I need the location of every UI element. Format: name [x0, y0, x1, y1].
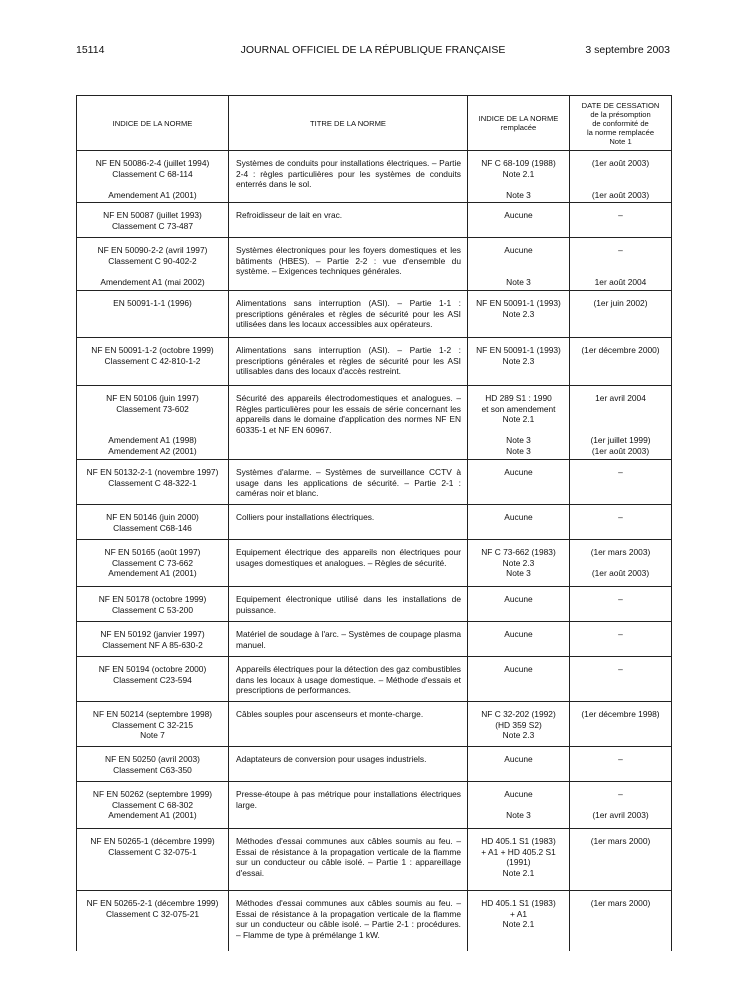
- table-row: [77, 151, 672, 203]
- cell-titre: Equipement électrique des appareils non électriques pour usages domestiques et analogues. – Règles de sécurité.: [229, 540, 468, 587]
- cell-remplacee: Aucune Note 3: [468, 782, 570, 829]
- cell-indice: NF EN 50192 (janvier 1997) Classement NF A 85-630-2: [77, 622, 229, 657]
- cell-remplacee: NF C 68-109 (1988) Note 2.1 Note 3: [468, 151, 570, 203]
- cell-titre: Alimentations sans interruption (ASI). – Partie 1-2 : prescriptions générales et règles de sécurité pour les ASI utilisables dans des locaux d'accès restreint.: [229, 338, 468, 386]
- table-row: [77, 505, 672, 540]
- cell-remplacee: Aucune: [468, 203, 570, 238]
- publication-date: 3 septembre 2003: [585, 44, 670, 56]
- cell-remplacee: NF C 73-662 (1983) Note 2.3 Note 3: [468, 540, 570, 587]
- cell-date-cessation: (1er juin 2002): [570, 291, 672, 338]
- table-row: [77, 238, 672, 291]
- cell-date-cessation: –: [570, 203, 672, 238]
- column-header-indice: INDICE DE LA NORME: [77, 96, 229, 151]
- cell-date-cessation: –: [570, 622, 672, 657]
- cell-indice: NF EN 50165 (août 1997) Classement C 73-662 Amendement A1 (2001): [77, 540, 229, 587]
- cell-date-cessation: –: [570, 747, 672, 782]
- cell-date-cessation: – (1er avril 2003): [570, 782, 672, 829]
- table-row: [77, 338, 672, 386]
- cell-indice: NF EN 50091-1-2 (octobre 1999) Classement C 42-810-1-2: [77, 338, 229, 386]
- cell-titre: Colliers pour installations électriques.: [229, 505, 468, 540]
- cell-remplacee: Aucune: [468, 622, 570, 657]
- cell-date-cessation: (1er mars 2000): [570, 829, 672, 891]
- cell-indice: NF EN 50262 (septembre 1999) Classement C 68-302 Amendement A1 (2001): [77, 782, 229, 829]
- cell-remplacee: NF EN 50091-1 (1993) Note 2.3: [468, 291, 570, 338]
- cell-indice: NF EN 50194 (octobre 2000) Classement C23-594: [77, 657, 229, 702]
- cell-titre: Matériel de soudage à l'arc. – Systèmes de coupage plasma manuel.: [229, 622, 468, 657]
- table-row: [77, 203, 672, 238]
- cell-remplacee: Aucune: [468, 505, 570, 540]
- cell-indice: NF EN 50087 (juillet 1993) Classement C 73-487: [77, 203, 229, 238]
- table-row: [77, 460, 672, 505]
- cell-indice: NF EN 50146 (juin 2000) Classement C68-146: [77, 505, 229, 540]
- cell-indice: NF EN 50214 (septembre 1998) Classement C 32-215 Note 7: [77, 702, 229, 747]
- table-row: [77, 386, 672, 460]
- cell-date-cessation: –: [570, 657, 672, 702]
- cell-titre: Sécurité des appareils électrodomestiques et analogues. – Règles particulières pour les essais de série concernant les appareils dans le domaine d'application des normes NF EN 60335-1 et NF EN 60967.: [229, 386, 468, 460]
- table-row: [77, 587, 672, 622]
- cell-remplacee: NF C 32-202 (1992) (HD 359 S2) Note 2.3: [468, 702, 570, 747]
- cell-titre: Appareils électriques pour la détection des gaz combustibles dans les locaux à usage domestique. – Méthode d'essais et prescriptions de performances.: [229, 657, 468, 702]
- cell-titre: Refroidisseur de lait en vrac.: [229, 203, 468, 238]
- cell-titre: Méthodes d'essai communes aux câbles soumis au feu. – Essai de résistance à la propagation verticale de la flamme sur un conducteur ou câble isolé. – Partie 1 : appareillage d'essai.: [229, 829, 468, 891]
- cell-titre: Câbles souples pour ascenseurs et monte-charge.: [229, 702, 468, 747]
- cell-remplacee: Aucune Note 3: [468, 238, 570, 291]
- cell-date-cessation: –: [570, 460, 672, 505]
- table-row: [77, 291, 672, 338]
- table-row: [77, 829, 672, 891]
- cell-indice: NF EN 50250 (avril 2003) Classement C63-350: [77, 747, 229, 782]
- cell-indice: NF EN 50265-1 (décembre 1999) Classement C 32-075-1: [77, 829, 229, 891]
- column-header-titre: TITRE DE LA NORME: [229, 96, 468, 151]
- page-header: [76, 44, 670, 58]
- page-number: 15114: [76, 44, 105, 56]
- cell-indice: NF EN 50106 (juin 1997) Classement 73-602 Amendement A1 (1998) Amendement A2 (2001): [77, 386, 229, 460]
- table-header-row: [77, 96, 672, 151]
- cell-titre: Adaptateurs de conversion pour usages industriels.: [229, 747, 468, 782]
- cell-remplacee: Aucune: [468, 460, 570, 505]
- cell-titre: Systèmes électroniques pour les foyers domestiques et les bâtiments (HBES). – Partie 2-2 : vue d'ensemble du système. – Exigences techniques générales.: [229, 238, 468, 291]
- table-row: [77, 622, 672, 657]
- cell-titre: Méthodes d'essai communes aux câbles soumis au feu. – Essai de résistance à la propagation verticale de la flamme sur un conducteur ou câble isolé. – Partie 2-1 : procédures. – Flamme de type à prémélange 1 kW.: [229, 891, 468, 951]
- cell-indice: NF EN 50086-2-4 (juillet 1994) Classement C 68-114 Amendement A1 (2001): [77, 151, 229, 203]
- cell-indice: NF EN 50090-2-2 (avril 1997) Classement C 90-402-2 Amendement A1 (mai 2002): [77, 238, 229, 291]
- standards-table: [76, 95, 672, 951]
- cell-titre: Systèmes d'alarme. – Systèmes de surveillance CCTV à usage dans les applications de sécurité. – Partie 2-1 : caméras noir et blanc.: [229, 460, 468, 505]
- cell-remplacee: Aucune: [468, 587, 570, 622]
- cell-remplacee: HD 289 S1 : 1990 et son amendement Note 2.1 Note 3 Note 3: [468, 386, 570, 460]
- column-header-remplacee: INDICE DE LA NORME remplacée: [468, 96, 570, 151]
- cell-indice: NF EN 50178 (octobre 1999) Classement C 53-200: [77, 587, 229, 622]
- cell-date-cessation: –: [570, 587, 672, 622]
- table-row: [77, 747, 672, 782]
- cell-remplacee: Aucune: [468, 747, 570, 782]
- cell-titre: Alimentations sans interruption (ASI). – Partie 1-1 : prescriptions générales et règles de sécurité pour les ASI utilisées dans les locaux accessibles aux opérateurs.: [229, 291, 468, 338]
- cell-date-cessation: – 1er août 2004: [570, 238, 672, 291]
- cell-date-cessation: –: [570, 505, 672, 540]
- table-row: [77, 782, 672, 829]
- column-header-date-cessation: DATE DE CESSATION de la présomption de conformité de la norme remplacée Note 1: [570, 96, 672, 151]
- cell-date-cessation: (1er août 2003) (1er août 2003): [570, 151, 672, 203]
- cell-titre: Presse-étoupe à pas métrique pour installations électriques large.: [229, 782, 468, 829]
- cell-date-cessation: (1er mars 2003) (1er août 2003): [570, 540, 672, 587]
- cell-indice: NF EN 50265-2-1 (décembre 1999) Classement C 32-075-21: [77, 891, 229, 951]
- cell-date-cessation: 1er avril 2004 (1er juillet 1999) (1er août 2003): [570, 386, 672, 460]
- table-row: [77, 891, 672, 951]
- cell-remplacee: Aucune: [468, 657, 570, 702]
- cell-remplacee: HD 405.1 S1 (1983) + A1 Note 2.1: [468, 891, 570, 951]
- cell-remplacee: NF EN 50091-1 (1993) Note 2.3: [468, 338, 570, 386]
- cell-remplacee: HD 405.1 S1 (1983) + A1 + HD 405.2 S1 (1991) Note 2.1: [468, 829, 570, 891]
- cell-indice: EN 50091-1-1 (1996): [77, 291, 229, 338]
- cell-titre: Equipement électronique utilisé dans les installations de puissance.: [229, 587, 468, 622]
- journal-title: JOURNAL OFFICIEL DE LA RÉPUBLIQUE FRANÇAISE: [240, 44, 506, 56]
- cell-indice: NF EN 50132-2-1 (novembre 1997) Classement C 48-322-1: [77, 460, 229, 505]
- cell-titre: Systèmes de conduits pour installations électriques. – Partie 2-4 : règles particulières pour les systèmes de conduits enterrés dans le sol.: [229, 151, 468, 203]
- cell-date-cessation: (1er décembre 1998): [570, 702, 672, 747]
- cell-date-cessation: (1er décembre 2000): [570, 338, 672, 386]
- table-row: [77, 657, 672, 702]
- cell-date-cessation: (1er mars 2000): [570, 891, 672, 951]
- table-row: [77, 540, 672, 587]
- table-row: [77, 702, 672, 747]
